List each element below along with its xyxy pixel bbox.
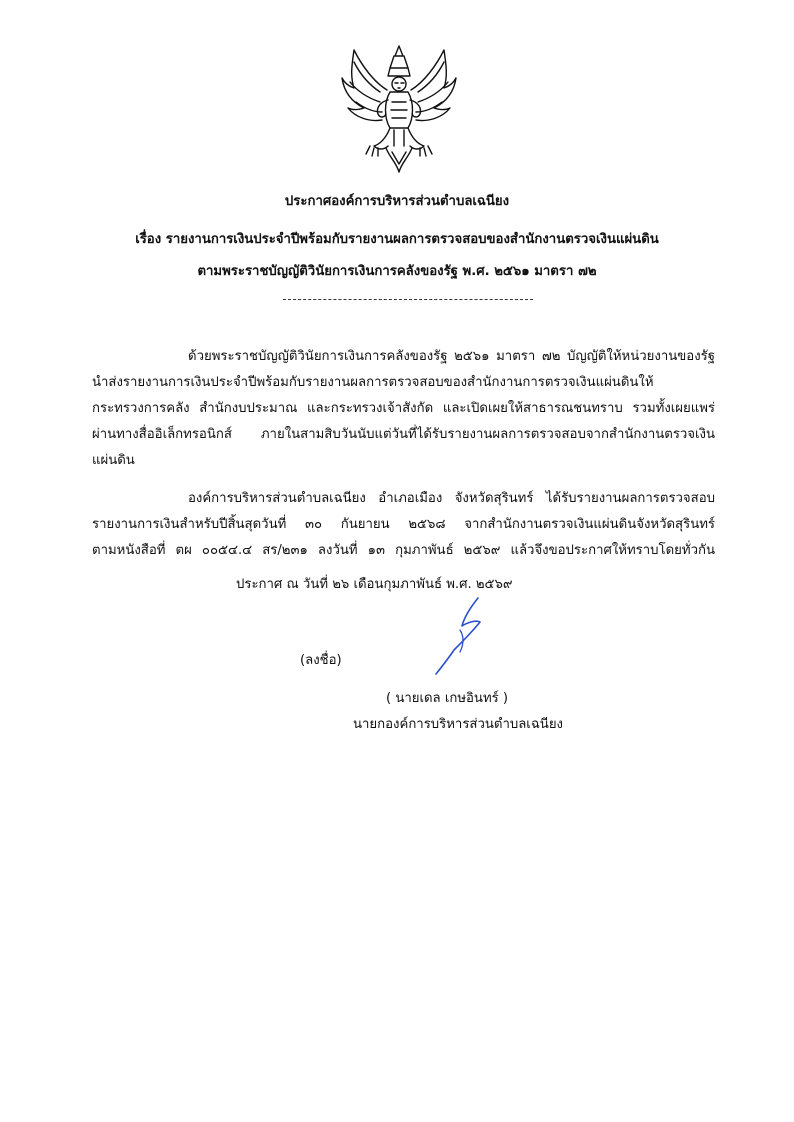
- announcement-subject: เรื่อง รายงานการเงินประจำปีพร้อมกับรายงานผลการตรวจสอบของสำนักงานตรวจเงินแผ่นดิน: [135, 232, 659, 247]
- paragraph-line: องค์การบริหารส่วนตำบลเฉนียง อำเภอเมือง จังหวัดสุรินทร์ ได้รับรายงานผลการตรวจสอบ: [188, 491, 715, 506]
- paragraph-line: กระทรวงการคลัง สำนักงบประมาณ และกระทรวงเจ้าสังกัด และเปิดเผยให้สาธารณชนทราบ รวมทั้งเผยแพร่: [92, 401, 715, 416]
- signatory-position: นายกองค์การบริหารส่วนตำบลเฉนียง: [353, 717, 563, 732]
- paragraph-line: ตามหนังสือที่ ตผ ๐๐๕๔.๔ สร/๒๓๑ ลงวันที่ ๑๓ กุมภาพันธ์ ๒๕๖๙ แล้วจึงขอประกาศให้ทราบโดยทั่วกัน: [92, 543, 715, 558]
- paragraph-line: ด้วยพระราชบัญญัติวินัยการเงินการคลังของรัฐ ๒๕๖๑ มาตรา ๗๒ บัญญัติให้หน่วยงานของรัฐ: [188, 349, 715, 364]
- announcement-date: ประกาศ ณ วันที่ ๒๖ เดือนกุมภาพันธ์ พ.ศ. ๒๕๖๙: [236, 577, 513, 592]
- divider-line: [283, 299, 533, 300]
- paragraph-line: นำส่งรายงานการเงินประจำปีพร้อมกับรายงานผลการตรวจสอบของสำนักงานการตรวจเงินแผ่นดินให้: [92, 375, 654, 390]
- signatory-name: ( นายเดล เกษอินทร์ ): [386, 691, 509, 706]
- law-reference: ตามพระราชบัญญัติวินัยการเงินการคลังของรัฐ พ.ศ. ๒๕๖๑ มาตรา ๗๒: [197, 264, 597, 279]
- paragraph-line: ผ่านทางสื่ออิเล็กทรอนิกส์ ภายในสามสิบวันนับแต่วันที่ได้รับรายงานผลการตรวจสอบจากสำนักงานตรวจเงิน: [92, 427, 715, 442]
- handwritten-signature-icon: [420, 592, 500, 682]
- paragraph-line: รายงานการเงินสำหรับปีสิ้นสุดวันที่ ๓๐ กันยายน ๒๕๖๘ จากสำนักงานตรวจเงินแผ่นดินจังหวัดสุรินทร์: [92, 517, 715, 532]
- garuda-emblem-icon: [340, 42, 458, 178]
- signed-label: (ลงชื่อ): [300, 653, 342, 668]
- paragraph-line: แผ่นดิน: [92, 453, 135, 468]
- announcement-title: ประกาศองค์การบริหารส่วนตำบลเฉนียง: [284, 194, 510, 209]
